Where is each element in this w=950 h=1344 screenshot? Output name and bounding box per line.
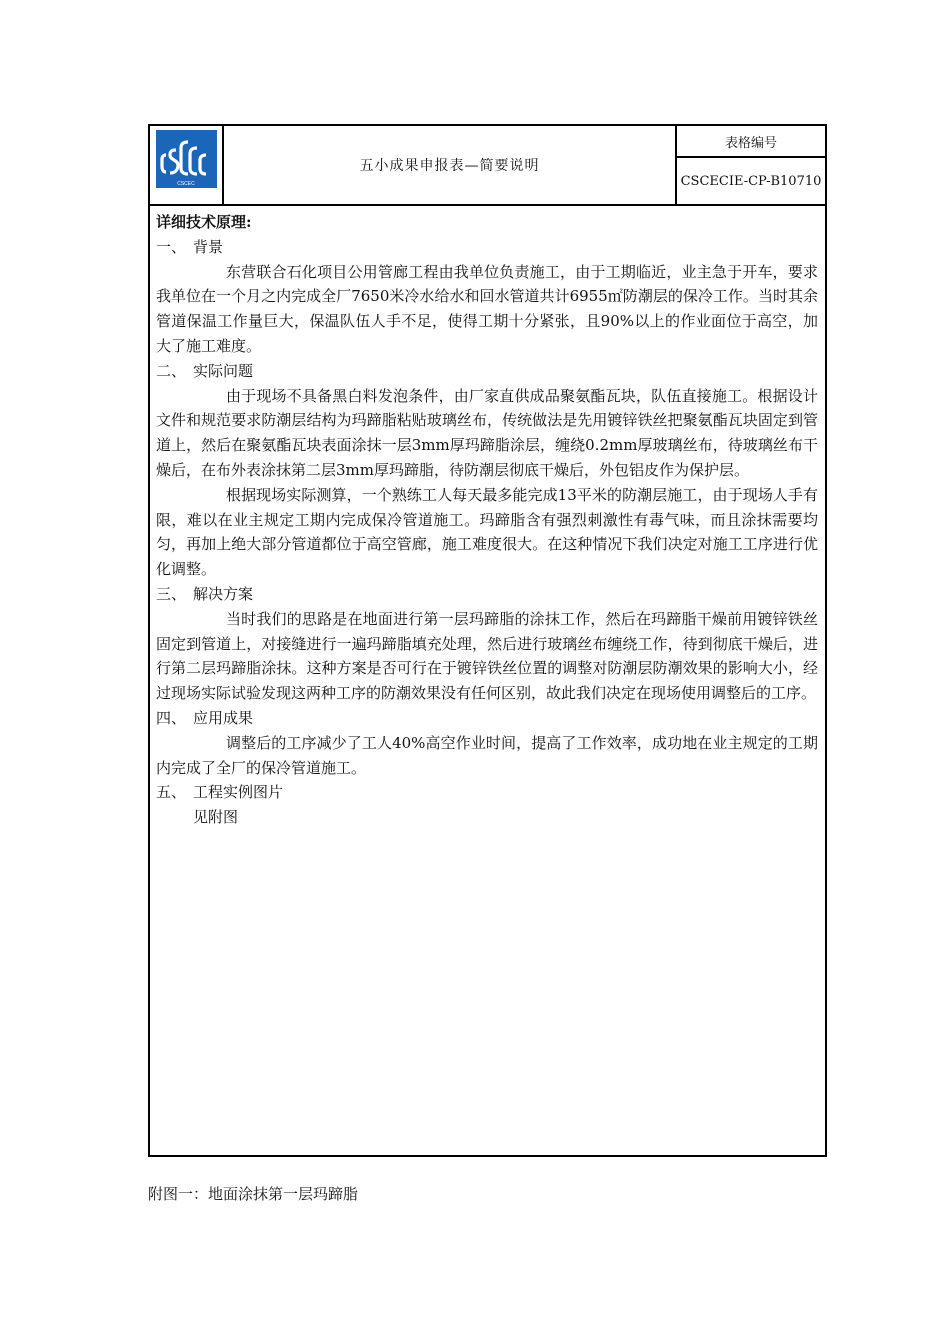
section-heading xyxy=(156,235,818,260)
section-title: 解决方案 xyxy=(193,584,254,603)
section-number: 一、 xyxy=(156,237,187,256)
cscec-logo xyxy=(156,130,217,188)
section-title: 实际问题 xyxy=(193,361,254,380)
form-code-value: CSCECIE-CP-B10710 xyxy=(680,173,822,189)
section-heading xyxy=(156,582,818,607)
section-paragraph: 调整后的工序减少了工人40%高空作业时间，提高了工作效率，成功地在业主规定的工期内完成了全厂的保冷管道施工。 xyxy=(156,733,818,777)
logo-text: CSCEC xyxy=(177,181,195,187)
section-paragraph: 根据现场实际测算，一个熟练工人每天最多能完成13平米的防潮层施工，由于现场人手有限，难以在业主规定工期内完成保冷管道施工。玛蹄脂含有强烈刺激性有毒气味，而且涂抹需要均匀，再加上绝大部分管道都位于高空管廊，施工难度很大。在这种情况下我们决定对施工工序进行优化调整。 xyxy=(156,485,818,579)
section-paragraph: 由于现场不具备黑白料发泡条件，由厂家直供成品聚氨酯瓦块，队伍直接施工。根据设计文件和规范要求防潮层结构为玛蹄脂粘贴玻璃丝布，传统做法是先用镀锌铁丝把聚氨酯瓦块固定到管道上，然后在聚氨酯瓦块表面涂抹一层3mm厚玛蹄脂涂层，缠绕0.2mm厚玻璃丝布，待玻璃丝布干燥后，在布外表涂抹第二层3mm厚玛蹄脂，待防潮层彻底干燥后，外包铝皮作为保护层。 xyxy=(156,386,818,479)
section-title: 工程实例图片 xyxy=(193,783,284,802)
section-heading xyxy=(156,706,818,731)
section-title: 应用成果 xyxy=(193,708,254,727)
form-code-cell xyxy=(677,126,825,204)
section-paragraph: 当时我们的思路是在地面进行第一层玛蹄脂的涂抹工作，然后在玛蹄脂干燥前用镀锌铁丝固定到管道上，对接缝进行一遍玛蹄脂填充处理，然后进行玻璃丝布缠绕工作，待到彻底干燥后，进行第二层玛蹄脂涂抹。这种方案是否可行在于镀锌铁丝位置的调整对防潮层防潮效果的影响大小，经过现场实际试验发现这两种工序的防潮效果没有任何区别，故此我们决定在现场使用调整后的工序。 xyxy=(156,609,818,703)
form-title: 五小成果申报表—简要说明 xyxy=(224,126,677,204)
logo-cell xyxy=(150,126,224,204)
form-content xyxy=(156,210,818,830)
section-heading xyxy=(156,780,818,805)
figure-caption: 附图一：地面涂抹第一层玛蹄脂 xyxy=(148,1185,359,1203)
section-number: 五、 xyxy=(156,783,187,802)
form-table xyxy=(148,124,827,1157)
section-number: 四、 xyxy=(156,708,187,727)
section-number: 三、 xyxy=(156,584,187,603)
form-header xyxy=(150,126,825,206)
section-paragraph: 东营联合石化项目公用管廊工程由我单位负责施工，由于工期临近，业主急于开车，要求我单位在一个月之内完成全厂7650米冷水给水和回水管道共计6955㎡防潮层的保冷工作。当时其余管道保温工作量巨大，保温队伍人手不足，使得工期十分紧张，且90%以上的作业面位于高空，加大了施工难度。 xyxy=(156,262,818,355)
section-heading xyxy=(156,359,818,384)
see-attachment-line: 见附图 xyxy=(193,808,239,827)
section-title: 背景 xyxy=(193,237,224,256)
form-code-label: 表格编号 xyxy=(677,126,825,158)
section-number: 二、 xyxy=(156,361,187,380)
content-title: 详细技术原理: xyxy=(156,213,252,231)
